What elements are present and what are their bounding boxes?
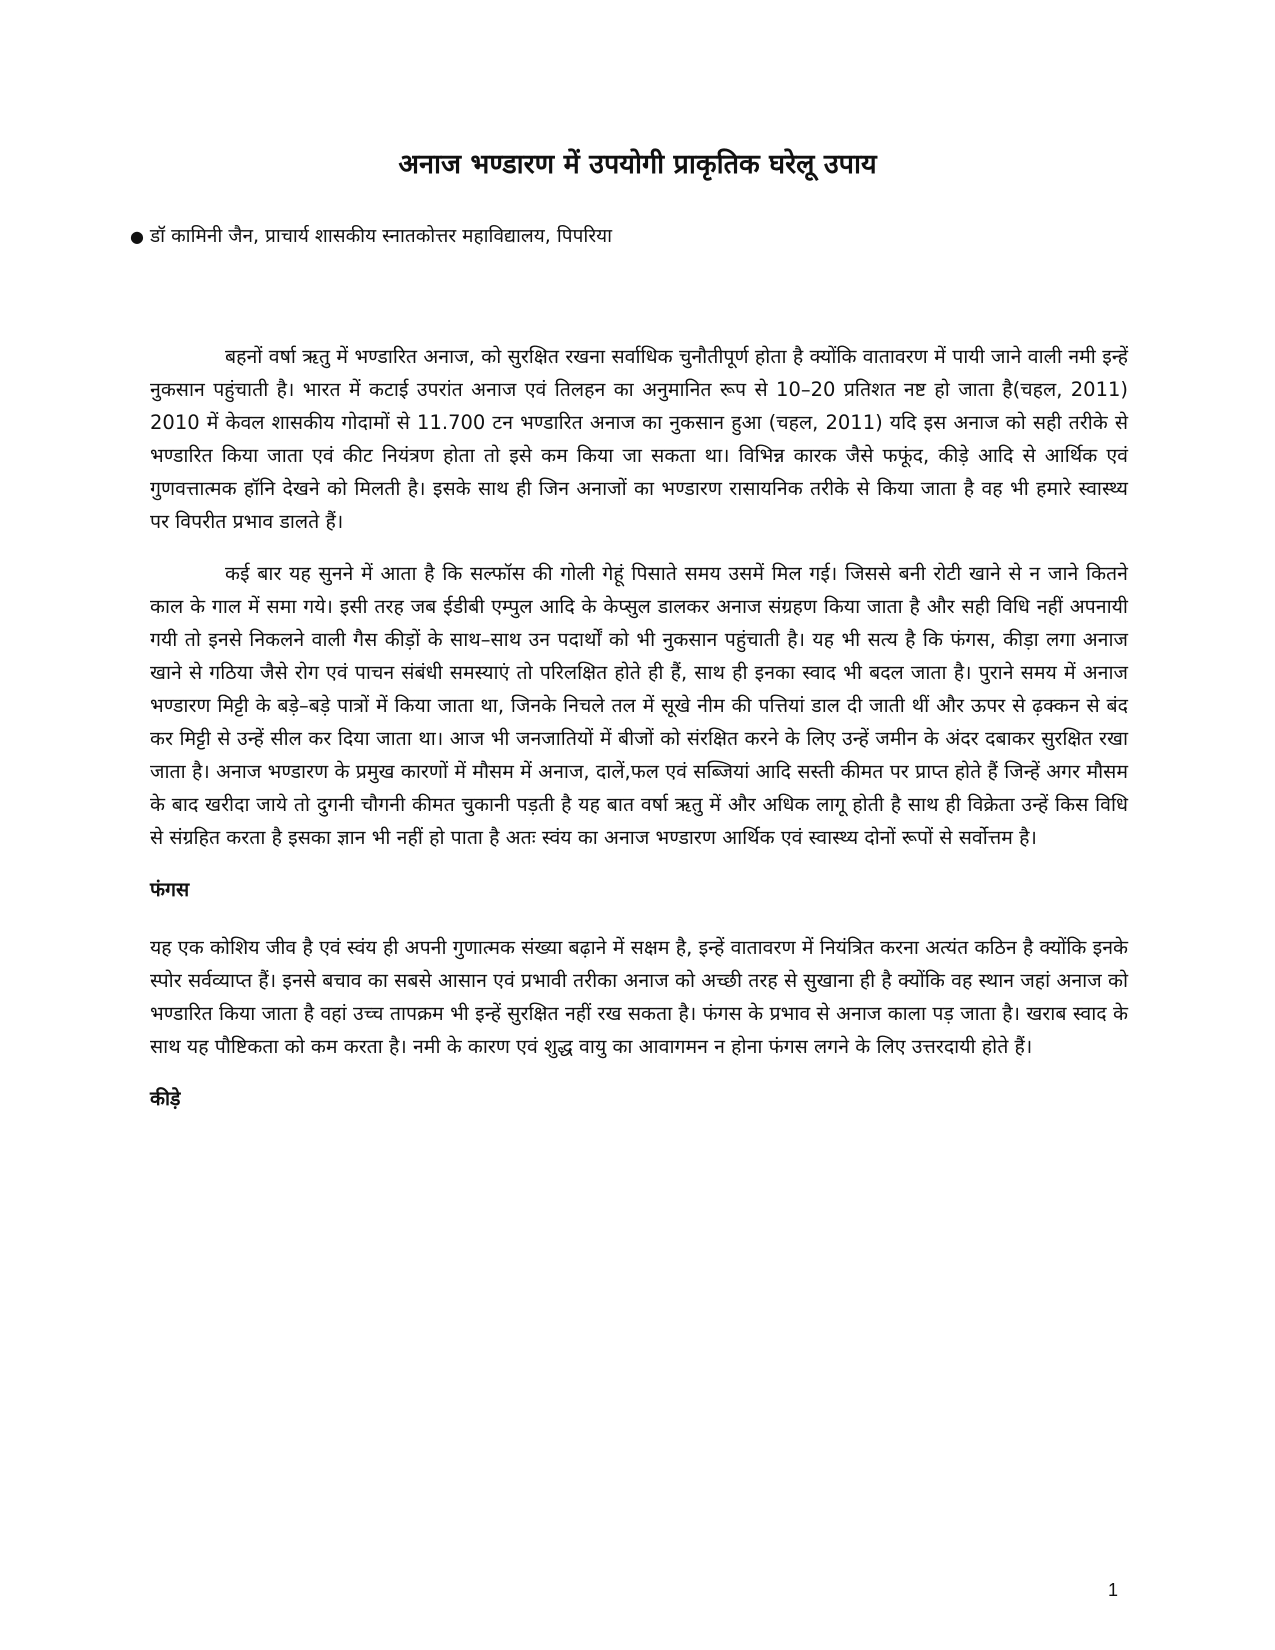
author-text: डॉ कामिनी जैन, प्राचार्य शासकीय स्नातकोत्तर महाविद्यालय, पिपरिया — [149, 225, 613, 247]
document-title: अनाज भण्डारण में उपयोगी प्राकृतिक घरेलू उपाय — [398, 149, 877, 180]
document-body — [150, 340, 1128, 1140]
section-heading-insects: कीड़े — [150, 1087, 181, 1110]
section-heading-fungus: फंगस — [150, 878, 190, 901]
paragraph-fungus: यह एक कोशिय जीव है एवं स्वंय ही अपनी गुणात्मक संख्या बढ़ाने में सक्षम है, इन्हें वातावरण में नियंत्रित करना अत्यंत कठिन है क्योंकि इनके स्पोर सर्वव्याप्त हैं। इनसे बचाव का सबसे आसान एवं प्रभावी तरीका अनाज को अच्छी तरह से सुखाना ही है क्योंकि वह स्थान जहां अनाज को भण्डारित किया जाता है वहां उच्च तापक्रम भी इन्हें सुरक्षित नहीं रख सकता है। फंगस के प्रभाव से अनाज काला पड़ जाता है। खराब स्वाद के साथ यह पौष्टिकता को कम करता है। नमी के कारण एवं शुद्ध वायु का आवागमन न होना फंगस लगने के लिए उत्तरदायी होते हैं। — [150, 936, 1128, 1058]
author-line — [130, 222, 612, 251]
paragraph-storage-methods: कई बार यह सुनने में आता है कि सल्फॉस की गोली गेहूं पिसाते समय उसमें मिल गई। जिससे बनी रोटी खाने से न जाने कितने काल के गाल में समा गये। इसी तरह जब ईडीबी एम्पुल आदि के केप्सुल डालकर अनाज संग्रहण किया जाता है और सही विधि नहीं अपनायी गयी तो इनसे निकलने वाली गैस कीड़ों के साथ–साथ उन पदार्थों को भी नुकसान पहुंचाती है। यह भी सत्य है कि फंगस, कीड़ा लगा अनाज खाने से गठिया जैसे रोग एवं पाचन संबंधी समस्याएं तो परिलक्षित होते ही हैं, साथ ही इनका स्वाद भी बदल जाता है। पुराने समय में अनाज भण्डारण मिट्टी के बड़े–बड़े पात्रों में किया जाता था, जिनके निचले तल में सूखे नीम की पत्तियां डाल दी जाती थीं और ऊपर से ढ़क्कन से बंद कर मिट्टी से उन्हें सील कर दिया जाता था। आज भी जनजातियों में बीजों को संरक्षित करने के लिए उन्हें जमीन के अंदर दबाकर सुरक्षित रखा जाता है। अनाज भण्डारण के प्रमुख कारणों में मौसम में अनाज, दालें,फल एवं सब्जियां आदि सस्ती कीमत पर प्राप्त होते हैं जिन्हें अगर मौसम के बाद खरीदा जाये तो दुगनी चौगनी कीमत चुकानी पड़ती है यह बात वर्षा ऋतु में और अधिक लागू होती है साथ ही विक्रेता उन्हें किस विधि से संग्रहित करता है इसका ज्ञान भी नहीं हो पाता है अतः स्वंय का अनाज भण्डारण आर्थिक एवं स्वास्थ्य दोनों रूपों से सर्वोत्तम है। — [150, 562, 1128, 849]
bullet-icon: ● — [130, 227, 144, 246]
page-number: 1 — [1107, 1580, 1118, 1600]
paragraph-intro: बहनों वर्षा ऋतु में भण्डारित अनाज, को सुरक्षित रखना सर्वाधिक चुनौतीपूर्ण होता है क्योंकि वातावरण में पायी जाने वाली नमी इन्हें नुकसान पहुंचाती है। भारत में कटाई उपरांत अनाज एवं तिलहन का अनुमानित रूप से 10–20 प्रतिशत नष्ट हो जाता है(चहल, 2011) 2010 में केवल शासकीय गोदामों से 11.700 टन भण्डारित अनाज का नुकसान हुआ (चहल, 2011) यदि इस अनाज को सही तरीके से भण्डारित किया जाता एवं कीट नियंत्रण होता तो इसे कम किया जा सकता था। विभिन्न कारक जैसे फफूंद, कीड़े आदि से आर्थिक एवं गुणवत्तात्मक हॉनि देखने को मिलती है। इसके साथ ही जिन अनाजों का भण्डारण रासायनिक तरीके से किया जाता है वह भी हमारे स्वास्थ्य पर विपरीत प्रभाव डालते हैं। — [150, 345, 1128, 533]
